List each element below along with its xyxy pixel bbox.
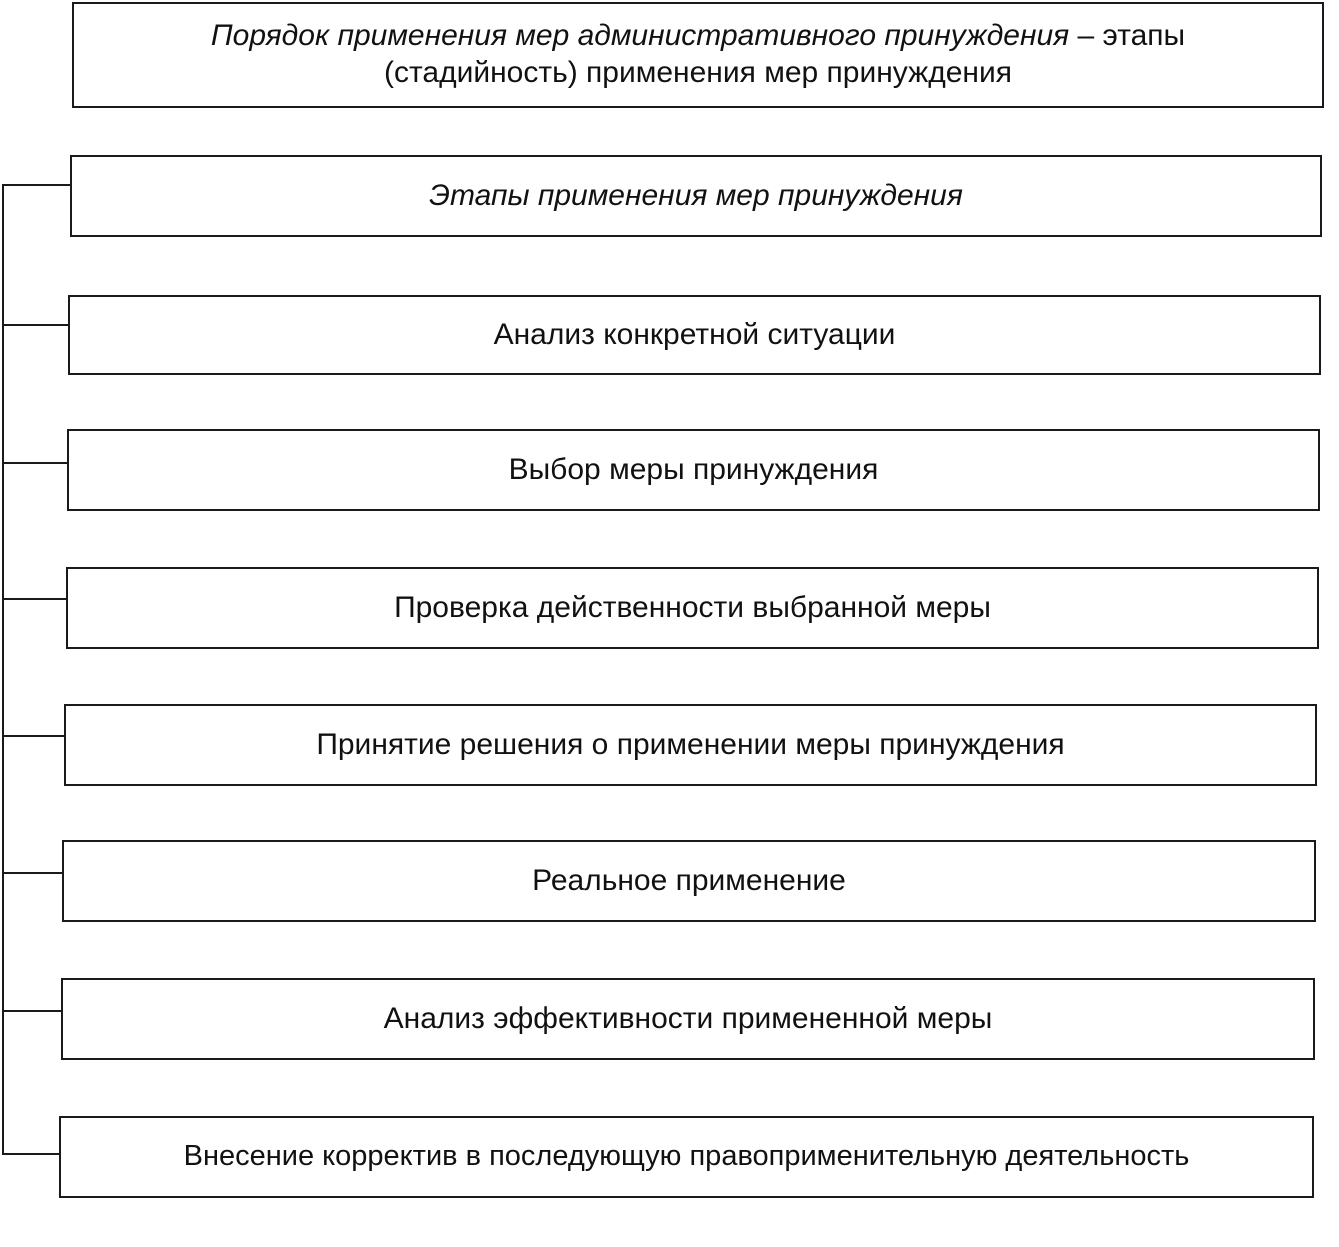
connector-branch-stage-1 <box>2 324 70 326</box>
stage-box-5 <box>62 840 1316 922</box>
stage-box-3 <box>66 567 1319 649</box>
stage-label-6: Анализ эффективности примененной меры <box>383 1001 993 1035</box>
stage-label-4: Принятие решения о применении меры принуждения <box>316 727 1065 761</box>
connector-branch-stage-6 <box>2 1010 63 1012</box>
stage-box-2 <box>67 429 1320 511</box>
connector-branch-stage-3 <box>2 598 68 600</box>
connector-branch-stage-2 <box>2 462 69 464</box>
connector-branch-header <box>2 184 72 186</box>
diagram-title-line-2: (стадийность) применения мер принуждения <box>384 56 1012 89</box>
stage-box-7 <box>59 1116 1314 1198</box>
stage-box-1 <box>68 295 1321 375</box>
diagram-title-italic: Порядок применения мер административного принуждения <box>210 19 1070 53</box>
stage-label-7: Внесение корректив в последующую правоприменительную деятельность <box>183 1140 1190 1173</box>
stage-label-1: Анализ конкретной ситуации <box>493 317 896 351</box>
diagram-title-box <box>72 2 1324 108</box>
stage-box-4 <box>64 704 1317 786</box>
diagram-title-line-1 <box>211 18 1185 55</box>
stages-header-box <box>70 155 1322 237</box>
stage-box-6 <box>61 978 1315 1060</box>
stage-label-2: Выбор меры принуждения <box>508 452 879 486</box>
connector-branch-stage-5 <box>2 872 64 874</box>
stage-label-5: Реальное применение <box>532 863 846 897</box>
stages-header-label: Этапы применения мер принуждения <box>429 178 963 212</box>
stage-label-3: Проверка действенности выбранной меры <box>394 590 991 624</box>
connector-branch-stage-4 <box>2 735 66 737</box>
connector-branch-stage-7 <box>2 1153 61 1155</box>
diagram-title-rest: – этапы <box>1069 19 1186 53</box>
